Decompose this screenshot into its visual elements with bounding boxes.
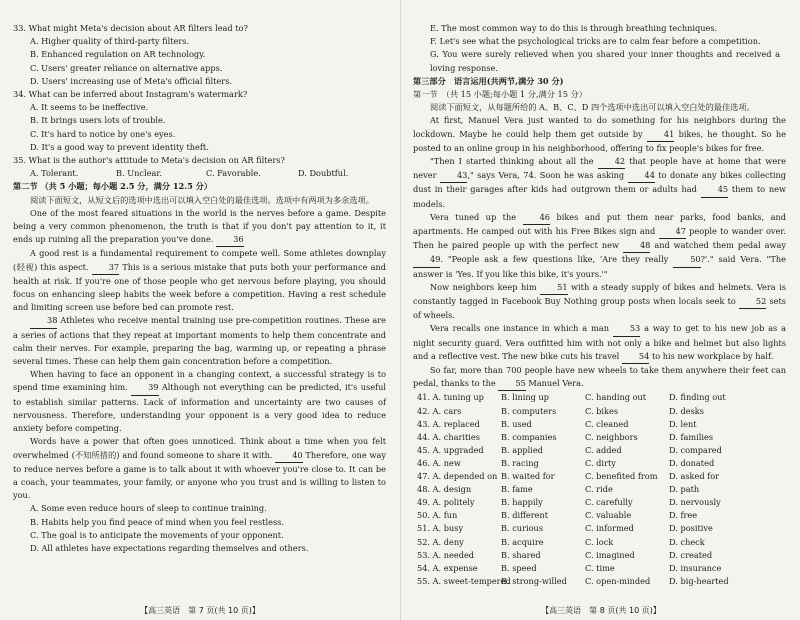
- p3-text-d: and watched them pedal away: [654, 240, 787, 251]
- cloze-option: C. handing out: [585, 392, 647, 403]
- cloze-option: B. fame: [501, 484, 533, 495]
- blank-48: 48: [623, 239, 650, 253]
- cloze-option: C. ride: [585, 484, 613, 495]
- q34-option-d: D. It's a good way to prevent identity theft.: [30, 141, 209, 152]
- cloze-option: D. families: [669, 431, 714, 442]
- cloze-paragraph-3: [413, 211, 786, 281]
- p2-text-b: that people have at home that were never: [413, 156, 786, 181]
- blank-55: 55: [498, 377, 525, 391]
- cloze-option: C. bikes: [585, 405, 619, 416]
- cloze-option: 51. A. busy: [417, 523, 464, 534]
- passage-paragraph-2: [13, 247, 386, 314]
- section-instruction: 阅读下面短文，从短文后的选项中选出可以填入空白处的最佳选项。选项中有两项为多余选项。: [30, 194, 374, 205]
- blank-40: 40: [275, 449, 302, 463]
- blank-38: 38: [30, 314, 57, 328]
- blank-54: 54: [622, 350, 649, 364]
- passage-paragraph-4: [13, 368, 386, 435]
- cloze-option: 42. A. cars: [417, 405, 462, 416]
- para4-text-a: When having to face an opponent in a changing context, a successful strategy is to spend time examining him.: [13, 369, 386, 393]
- cloze-option: B. waited for: [501, 471, 555, 482]
- cloze-option: B. applied: [501, 444, 543, 455]
- cloze-option: C. lock: [585, 536, 614, 547]
- cloze-option: B. acquire: [501, 536, 544, 547]
- cloze-option: 46. A. new: [417, 457, 461, 468]
- blank-51: 51: [540, 281, 567, 295]
- cloze-option: D. compared: [669, 444, 722, 455]
- cloze-paragraph-4: [413, 281, 786, 323]
- choice-c: C. The goal is to anticipate the movements of your opponent.: [30, 529, 284, 540]
- p2-text-e: them to new models.: [413, 184, 787, 209]
- cloze-option: C. added: [585, 444, 622, 455]
- blank-39: 39: [131, 381, 158, 395]
- cloze-option: D. created: [669, 549, 713, 560]
- q35-option-c: C. Favorable.: [206, 168, 261, 179]
- cloze-option: 47. A. depended on: [417, 471, 498, 482]
- question-33-stem: 33. What might Meta's decision about AR filters lead to?: [13, 23, 248, 33]
- cloze-option: B. strong-willed: [501, 575, 567, 586]
- p5-text-a: Vera recalls one instance in which a man: [430, 323, 609, 334]
- passage-paragraph-3: [13, 314, 386, 368]
- choice-d: D. All athletes have expectations regarding themselves and others.: [30, 542, 309, 553]
- cloze-option: D. free: [669, 510, 698, 521]
- cloze-option: 55. A. sweet-tempered: [417, 575, 511, 586]
- right-page-footer: 【高三英语 第 8 页(共 10 页)】: [541, 606, 661, 615]
- left-page-footer: 【高三英语 第 7 页(共 10 页)】: [140, 606, 260, 615]
- cloze-option: B. lining up: [501, 392, 549, 403]
- p4-text-c: sets of wheels.: [413, 296, 787, 321]
- cloze-option: 43. A. replaced: [417, 418, 480, 429]
- section-1-title: 第一节 （共 15 小题;每小题 1 分,满分 15 分）: [413, 89, 587, 100]
- cloze-option: C. cleaned: [585, 418, 629, 429]
- p1-text-b: bikes, he thought. So he posted to an online group in his neighborhood, offering to fix people's bikes for free.: [413, 128, 786, 153]
- cloze-option: D. desks: [669, 405, 704, 416]
- cloze-option: D. asked for: [669, 471, 720, 482]
- cloze-option: D. big-hearted: [669, 575, 729, 586]
- q35-option-b: B. Unclear.: [116, 168, 162, 179]
- blank-49: 49: [413, 253, 440, 267]
- cloze-option: D. path: [669, 484, 700, 495]
- choice-f: F. Let's see what the psychological tricks are to calm fear before a competition.: [430, 36, 761, 47]
- para4-text-b: Although not everything can be predicted, it's useful to establish similar patterns. Lack of information and uncertainty are two causes of nervousness. Therefore, understanding your opponent is a very good idea to reduce anxiety before competing.: [13, 382, 386, 434]
- cloze-option: B. curious: [501, 523, 544, 534]
- choice-a: A. Some even reduce hours of sleep to continue training.: [30, 503, 267, 514]
- cloze-option: C. neighbors: [585, 431, 638, 442]
- para2-text-b: This is a serious mistake that puts both your performance and health at risk. If you're one of those people who get nervous before playing, you should focus on enhancing sleep habits the week before a competition. Having a rest schedule and limiting screen use before bed can promote rest.: [13, 261, 387, 313]
- cloze-option: C. informed: [585, 523, 634, 534]
- cloze-option: C. dirty: [585, 457, 616, 468]
- q35-options: [13, 167, 386, 180]
- cloze-paragraph-1: [413, 114, 786, 155]
- cloze-option: D. finding out: [669, 392, 726, 403]
- cloze-options-table: [413, 391, 786, 587]
- cloze-option: B. happily: [501, 497, 543, 508]
- q33-option-c: C. Users' greater reliance on alternative apps.: [30, 62, 223, 73]
- para5-text-a: Words have a power that often goes unnoticed. Think about a time when you felt overwhelmed (不知所措的) and found someone to share it with.: [13, 436, 386, 460]
- q35-option-d: D. Doubtful.: [298, 168, 349, 179]
- p4-text-a: Now neighbors keep him: [430, 281, 537, 292]
- blank-42: 42: [598, 155, 625, 169]
- q34-option-c: C. It's hard to notice by one's eyes.: [30, 128, 176, 139]
- cloze-option: D. donated: [669, 457, 715, 468]
- cloze-option: 50. A. fun: [417, 510, 458, 521]
- cloze-instruction: 阅读下面短文，从每题所给的 A、B、C、D 四个选项中选出可以填入空白处的最佳选项。: [430, 102, 755, 113]
- blank-52: 52: [739, 295, 766, 309]
- cloze-paragraph-6: [413, 364, 786, 391]
- blank-41: 41: [647, 128, 674, 142]
- cloze-option: 48. A. design: [417, 484, 472, 495]
- choice-e: E. The most common way to do this is through breathing techniques.: [430, 23, 718, 33]
- blank-36: 36: [216, 233, 243, 247]
- p3-text-f: ?'." said Vera. "The answer is 'Yes. If you like this bike, it's yours.'": [413, 254, 787, 279]
- cloze-option: B. computers: [501, 405, 557, 416]
- cloze-option: 44. A. charities: [417, 431, 480, 442]
- cloze-option: B. used: [501, 418, 532, 429]
- blank-53: 53: [613, 322, 640, 336]
- q33-option-b: B. Enhanced regulation on AR technology.: [30, 49, 206, 60]
- q35-option-a: A. Tolerant.: [30, 168, 79, 179]
- cloze-option: D. insurance: [669, 562, 722, 573]
- cloze-option: B. different: [501, 510, 549, 521]
- cloze-option: 45. A. upgraded: [417, 444, 484, 455]
- question-35-stem: 35. What is the author's attitude to Meta's decision on AR filters?: [13, 155, 285, 166]
- p3-text-c: people to wander over. Then he paired people up with the perfect new: [413, 226, 786, 251]
- blank-37: 37: [92, 261, 119, 275]
- p2-text-c: ," says Vera, 74. Soon he was asking: [467, 170, 625, 181]
- para2-text-a: A good rest is a fundamental requirement to compete well. Some athletes downplay (轻视) this aspect.: [13, 248, 386, 272]
- cloze-option: B. racing: [501, 457, 539, 468]
- part-3-title: 第三部分 语言运用(共两节,满分 30 分): [413, 75, 564, 86]
- cloze-option: C. time: [585, 562, 615, 573]
- para1-text: One of the most feared situations in the world is the nerves before a game. Despite being a very common phenomenon, the truth is that if you don't pay attention to it, it ends up ruining all the preparation you've done.: [13, 207, 386, 245]
- blank-43: 43: [440, 169, 467, 183]
- q34-option-b: B. It brings users lots of trouble.: [30, 115, 166, 126]
- right-page: [400, 0, 800, 620]
- choice-g: G. You were surely relieved when you shared your inner thoughts and received a loving response.: [430, 49, 780, 73]
- cloze-paragraph-5: [413, 322, 786, 364]
- blank-45: 45: [701, 183, 728, 197]
- cloze-option: D. check: [669, 536, 705, 547]
- cloze-option: D. lent: [669, 418, 697, 429]
- p3-text-b: bikes and put them near parks, food banks, and apartments. He camped out with his Free Bikes sign and: [413, 211, 786, 237]
- cloze-option: B. speed: [501, 562, 537, 573]
- q33-option-d: D. Users' increasing use of Meta's official filters.: [30, 75, 232, 86]
- p5-text-c: to his new workplace by half.: [651, 350, 774, 361]
- passage-paragraph-5: [13, 435, 386, 502]
- cloze-option: D. nervously: [669, 497, 721, 508]
- cloze-option: B. shared: [501, 549, 541, 560]
- para5-text-b: Therefore, one way to reduce nerves before a game is to talk about it with whoever you're close to. It can be a coach, your teammates, your family, or anyone who you trust and is willing to listen to you.: [13, 449, 386, 501]
- p6-text-b: Manuel Vera.: [528, 378, 584, 389]
- cloze-option: C. valuable: [585, 510, 632, 521]
- p2-text-d: to donate any bikes collecting dust in their garages after kids had outgrown them or adults had: [413, 170, 786, 195]
- question-34-stem: 34. What can be inferred about Instagram's watermark?: [13, 89, 248, 100]
- section-title: 第二节 （共 5 小题；每小题 2.5 分，满分 12.5 分）: [13, 181, 213, 192]
- p5-text-b: a way to get to his new job as a night security guard. Vera outfitted him with not only a bike and helmet but also lights and a reflective vest. The new bike cuts his travel: [413, 323, 787, 361]
- cloze-option: B. companies: [501, 431, 557, 442]
- cloze-option: 53. A. needed: [417, 549, 475, 560]
- cloze-option: 54. A. expense: [417, 562, 478, 573]
- blank-47: 47: [659, 225, 686, 239]
- cloze-option: C. carefully: [585, 497, 633, 508]
- cloze-option: C. open-minded: [585, 575, 651, 586]
- p3-text-a: Vera tuned up the: [430, 211, 517, 222]
- p2-text-a: "Then I started thinking about all the: [430, 156, 594, 167]
- cloze-option: 41. A. tuning up: [417, 392, 484, 403]
- blank-44: 44: [628, 169, 655, 183]
- cloze-option: C. benefited from: [585, 471, 658, 482]
- cloze-option: 49. A. politely: [417, 497, 475, 508]
- cloze-paragraph-2: [413, 155, 786, 211]
- cloze-option: C. imagined: [585, 549, 635, 560]
- q33-option-a: A. Higher quality of third-party filters.: [30, 36, 190, 47]
- cloze-option: 52. A. deny: [417, 536, 464, 547]
- para3-text: Athletes who receive mental training use pre-competition routines. These are a series of actions that they repeat at important moments to help them concentrate and calm their nerves. For example, preparing the bag, warming up, or repeating a phrase several times. These can help them gain concentration before a competition.: [13, 315, 386, 367]
- blank-46: 46: [523, 211, 550, 225]
- p6-text-a: So far, more than 700 people have new wheels to take them anywhere their feet can pedal, thanks to the: [413, 365, 786, 389]
- choice-b: B. Habits help you find peace of mind when you feel restless.: [30, 516, 284, 527]
- q34-option-a: A. It seems to be ineffective.: [30, 102, 149, 113]
- passage-paragraph-1: [13, 207, 386, 248]
- p1-text-a: At first, Manuel Vera just wanted to do something for his neighbors during the lockdown. Maybe he could help them get outside by: [413, 115, 786, 139]
- blank-50: 50: [673, 253, 700, 267]
- p3-text-e: . "People ask a few questions like, 'Are they really: [440, 254, 669, 265]
- cloze-option: D. positive: [669, 523, 713, 534]
- p4-text-b: with a steady supply of bikes and helmets. Vera is constantly tagged in Facebook Buy Nothing group posts when locals seek to: [413, 281, 786, 307]
